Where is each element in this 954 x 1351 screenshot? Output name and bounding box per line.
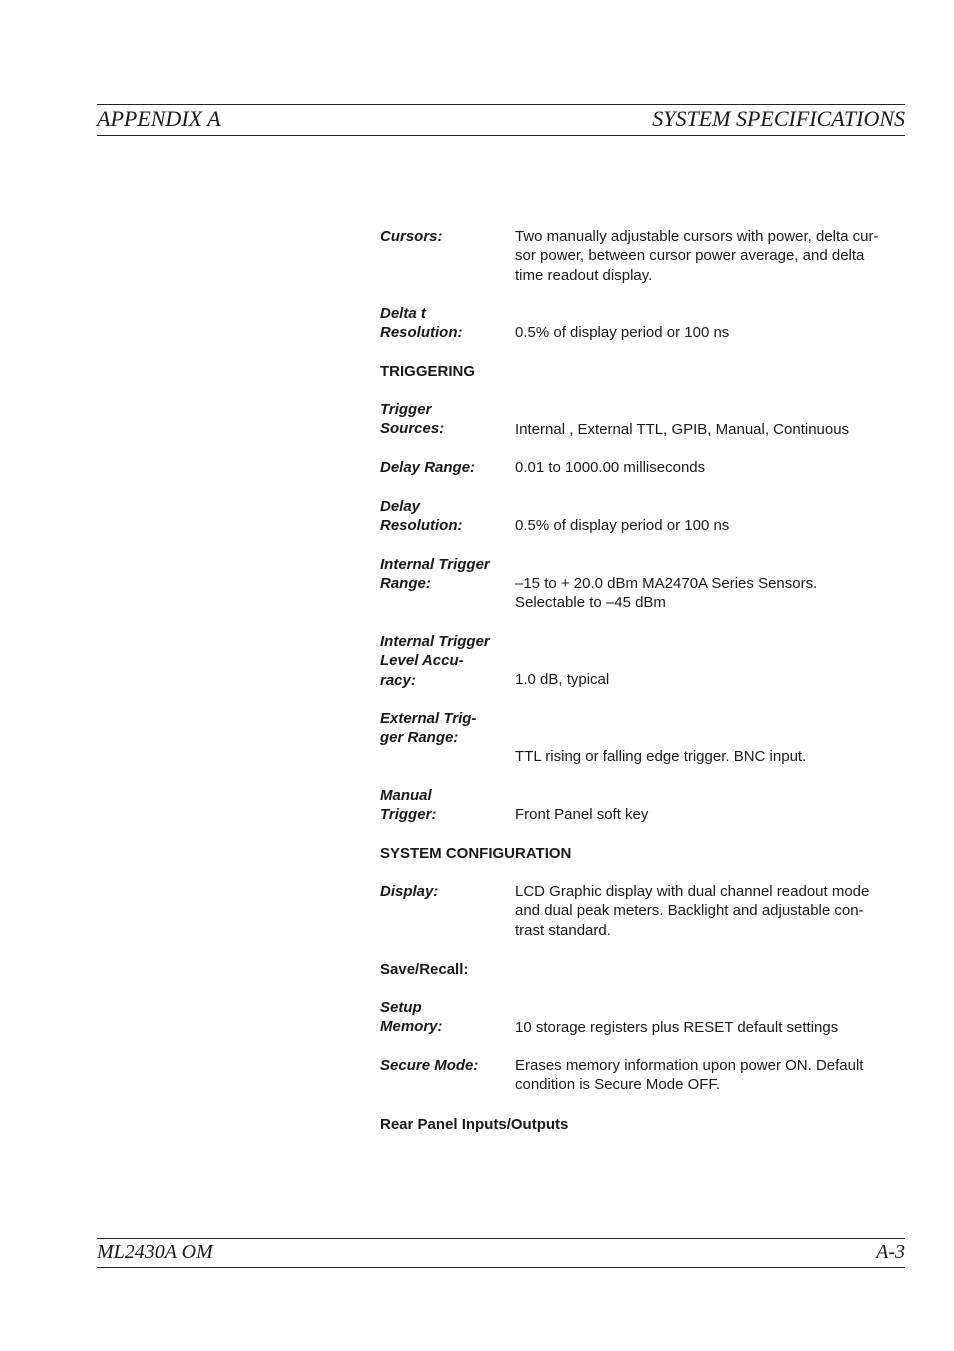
spec-value-internal-trigger-accuracy: 1.0 dB, typical [515,671,610,688]
spec-label-delay-range: Delay Range: [380,459,476,476]
spec-value-manual-trigger: Front Panel soft key [515,806,649,823]
spec-value-setup-memory: 10 storage registers plus RESET default settings [515,1019,839,1036]
spec-value-delta-t: 0.5% of display period or 100 ns [515,324,730,341]
spec-label-secure-mode: Secure Mode: [380,1057,479,1074]
spec-label-setup-memory: Setup Memory: [380,999,443,1036]
spec-value-delay-resolution: 0.5% of display period or 100 ns [515,517,730,534]
spec-value-external-trigger-range: TTL rising or falling edge trigger. BNC input. [515,748,807,765]
section-triggering: TRIGGERING [380,363,476,380]
spec-value-display: LCD Graphic display with dual channel readout mode and dual peak meters. Backlight and adjustable con- trast standard. [515,883,870,939]
spec-label-cursors: Cursors: [380,228,443,245]
spec-label-internal-trigger-accuracy: Internal Trigger Level Accu- racy: [380,633,490,689]
header-right: SYSTEM SPECIFICATIONS [652,106,905,131]
spec-value-cursors: Two manually adjustable cursors with power, delta cur- sor power, between cursor power average, and delta time readout display. [515,228,879,284]
spec-value-internal-trigger-range: –15 to + 20.0 dBm MA2470A Series Sensors. Selectable to –45 dBm [515,575,818,612]
spec-label-trigger-sources: Trigger Sources: [380,401,445,438]
spec-value-trigger-sources: Internal , External TTL, GPIB, Manual, Continuous [515,421,850,438]
page-footer [97,1238,905,1268]
spec-label-display: Display: [380,883,439,900]
spec-label-delta-t: Delta t Resolution: [380,305,463,342]
spec-label-internal-trigger-range: Internal Trigger Range: [380,556,490,593]
spec-value-delay-range: 0.01 to 1000.00 milliseconds [515,459,706,476]
section-system-configuration: SYSTEM CONFIGURATION [380,845,572,862]
page-number: A-3 [876,1241,905,1263]
spec-label-manual-trigger: Manual Trigger: [380,787,437,824]
footer-left: ML2430A OM [97,1241,213,1263]
spec-label-external-trigger-range: External Trig- ger Range: [380,710,477,747]
header-left: APPENDIX A [97,106,221,131]
spec-value-secure-mode: Erases memory information upon power ON. Default condition is Secure Mode OFF. [515,1057,864,1094]
section-rear-panel: Rear Panel Inputs/Outputs [380,1116,569,1133]
section-save-recall: Save/Recall: [380,961,469,978]
spec-label-delay-resolution: Delay Resolution: [380,498,463,535]
page-header [97,104,905,136]
